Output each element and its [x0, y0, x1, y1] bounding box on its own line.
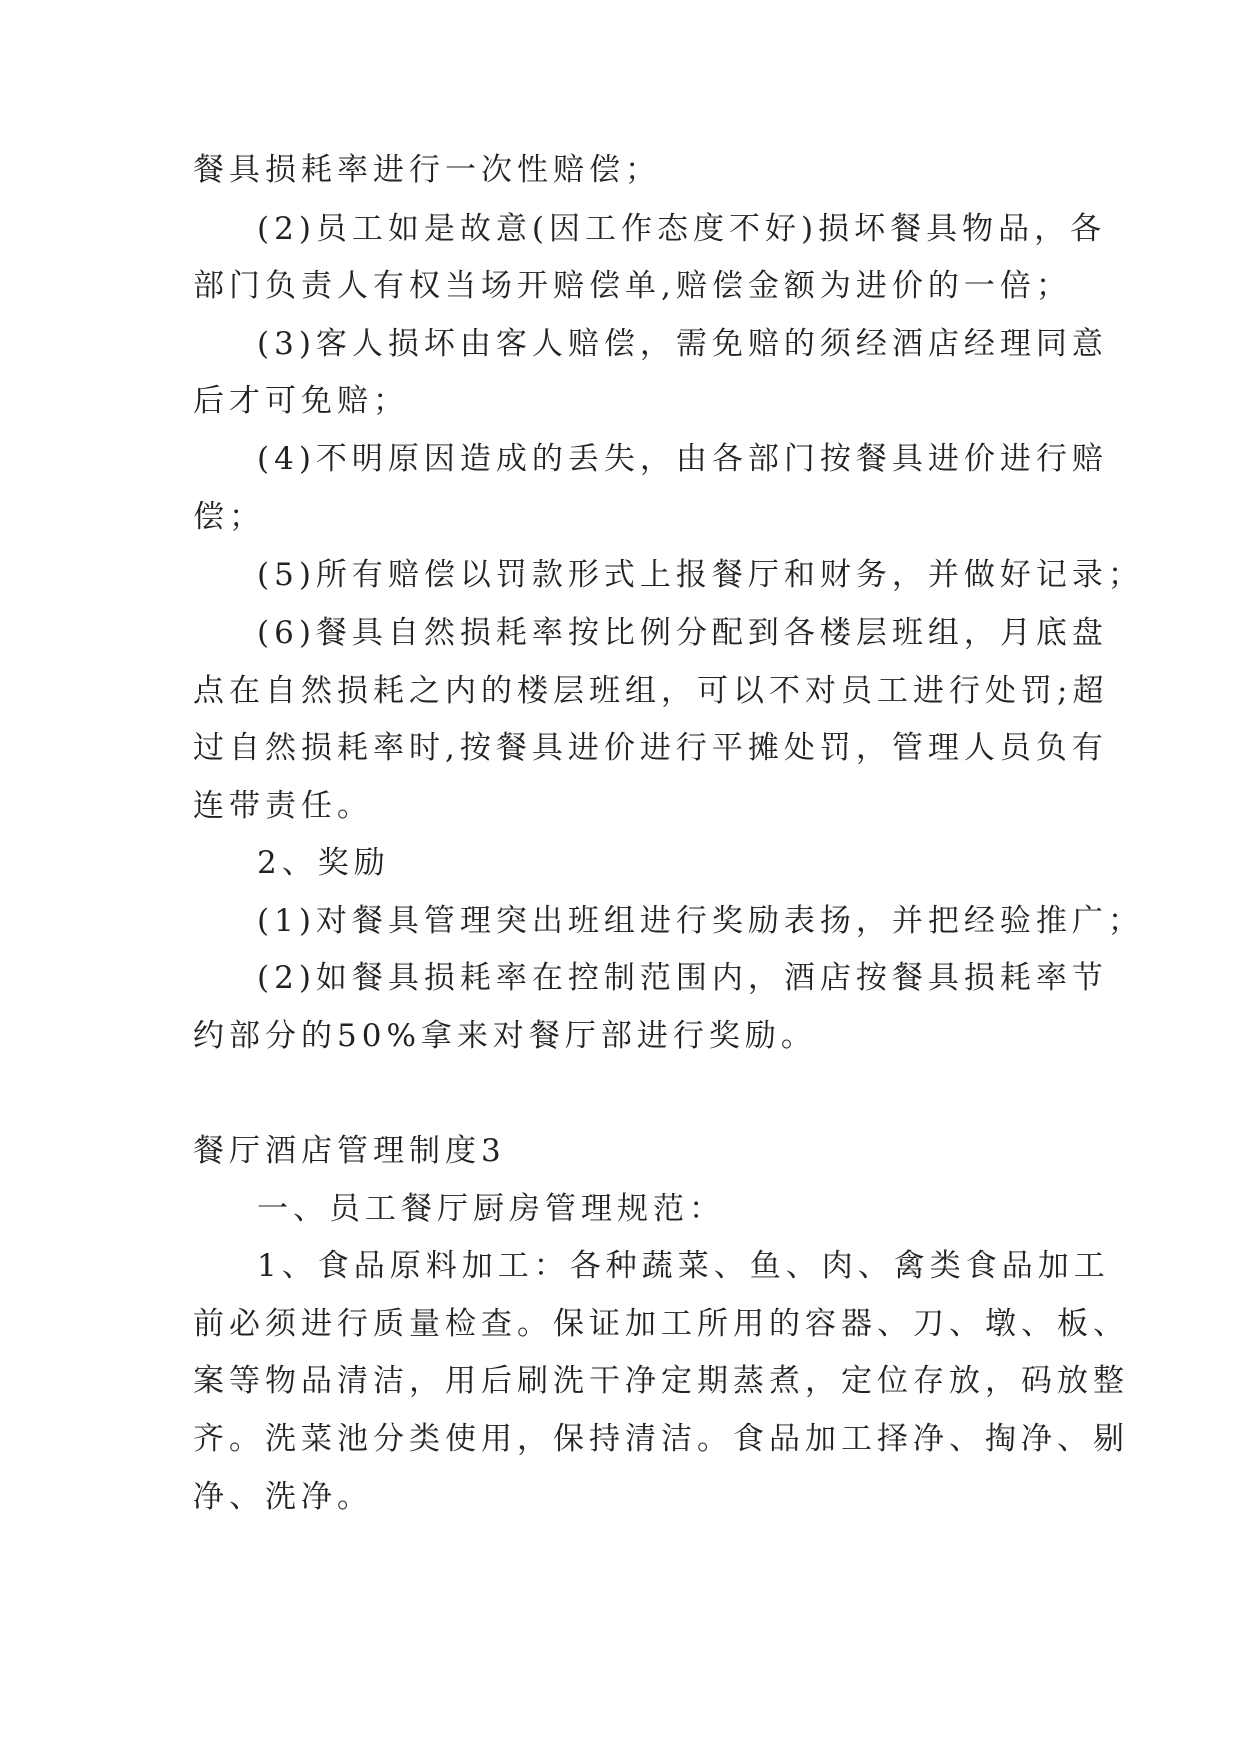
text-line: 净、洗净。 [193, 1479, 373, 1515]
text-line: 餐具损耗率进行一次性赔偿； [193, 152, 661, 188]
text-line: 点在自然损耗之内的楼层班组，可以不对员工进行处罚;超 [193, 673, 1109, 709]
text-line: (6)餐具自然损耗率按比例分配到各楼层班组，月底盘 [257, 615, 1108, 651]
text-line: 约部分的50%拿来对餐厅部进行奖励。 [193, 1018, 817, 1054]
text-line: (1)对餐具管理突出班组进行奖励表扬，并把经验推广； [257, 903, 1144, 939]
text-line: 后才可免赔； [193, 383, 409, 419]
text-line: 部门负责人有权当场开赔偿单,赔偿金额为进价的一倍； [193, 268, 1072, 304]
text-line: 偿； [193, 499, 265, 535]
text-line: 1、食品原料加工：各种蔬菜、鱼、肉、禽类食品加工 [257, 1248, 1110, 1284]
text-line: 过自然损耗率时,按餐具进价进行平摊处罚，管理人员负有 [193, 730, 1108, 766]
text-line: 连带责任。 [193, 788, 373, 824]
document-title: 餐厅酒店管理制度3 [193, 1133, 506, 1169]
text-line: (2)如餐具损耗率在控制范围内，酒店按餐具损耗率节 [257, 960, 1108, 996]
text-line: (3)客人损坏由客人赔偿，需免赔的须经酒店经理同意 [257, 326, 1108, 362]
text-line: 齐。洗菜池分类使用，保持清洁。食品加工择净、掏净、剔 [193, 1421, 1129, 1457]
text-line: (4)不明原因造成的丢失，由各部门按餐具进价进行赔 [257, 441, 1108, 477]
section-heading: 2、奖励 [257, 845, 390, 881]
text-line: (5)所有赔偿以罚款形式上报餐厅和财务，并做好记录； [257, 557, 1144, 593]
text-line: 案等物品清洁，用后刷洗干净定期蒸煮，定位存放，码放整 [193, 1363, 1129, 1399]
section-heading: 一、员工餐厅厨房管理规范： [257, 1191, 725, 1227]
text-line: 前必须进行质量检查。保证加工所用的容器、刀、墩、板、 [193, 1306, 1129, 1342]
text-line: (2)员工如是故意(因工作态度不好)损坏餐具物品，各 [257, 211, 1107, 247]
